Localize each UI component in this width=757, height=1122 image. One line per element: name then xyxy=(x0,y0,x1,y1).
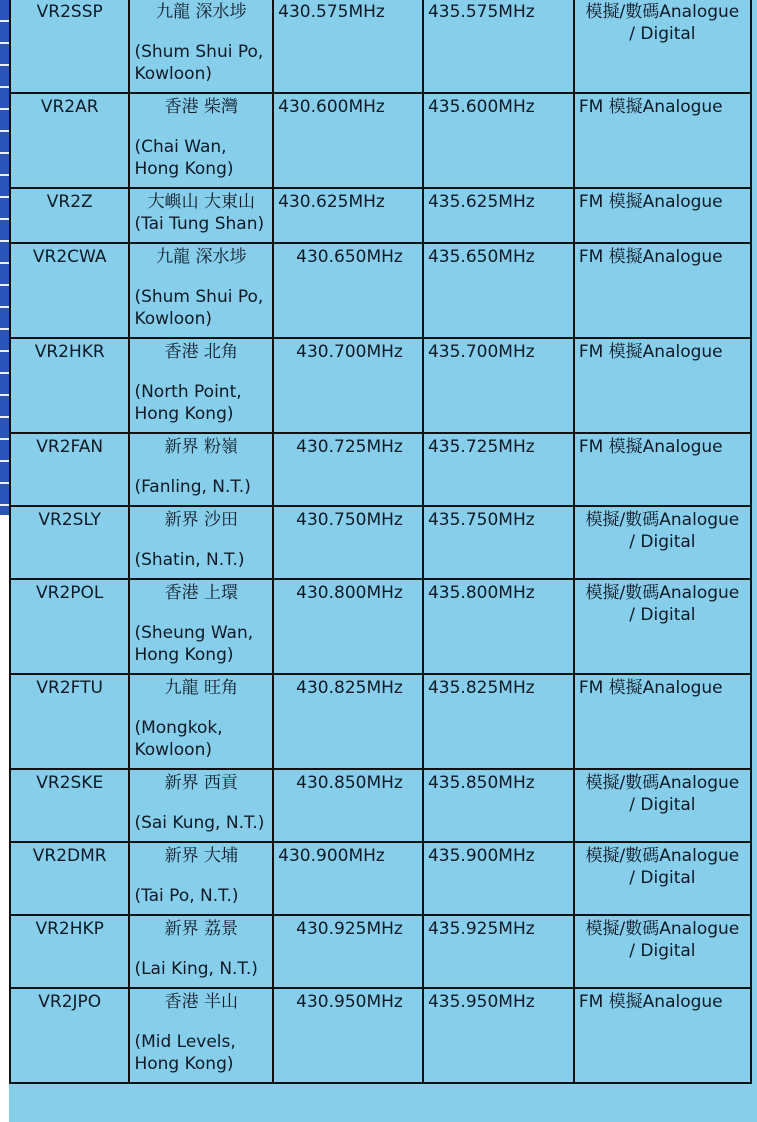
location-cell xyxy=(129,338,273,433)
location-english: (Sheung Wan, Hong Kong) xyxy=(134,623,254,665)
input-frequency-cell: 435.750MHz xyxy=(423,506,574,579)
location-cell xyxy=(129,842,273,915)
output-frequency-cell: 430.650MHz xyxy=(273,243,423,338)
output-frequency-cell: 430.825MHz xyxy=(273,674,423,769)
callsign-cell: VR2FTU xyxy=(10,674,129,769)
table-row xyxy=(10,915,751,988)
location-cell xyxy=(129,93,273,188)
location-chinese: 香港 上環 xyxy=(164,583,238,603)
location-cell xyxy=(129,915,273,988)
input-frequency-cell: 435.650MHz xyxy=(423,243,574,338)
output-frequency-cell: 430.850MHz xyxy=(273,769,423,842)
callsign-cell: VR2FAN xyxy=(10,433,129,506)
location-english: (Tai Po, N.T.) xyxy=(134,886,239,906)
callsign-cell: VR2DMR xyxy=(10,842,129,915)
output-frequency-cell: 430.950MHz xyxy=(273,988,423,1083)
table-row xyxy=(10,674,751,769)
repeater-panel xyxy=(9,0,757,1122)
location-english: (Mid Levels, Hong Kong) xyxy=(134,1032,236,1074)
location-english: (Tai Tung Shan) xyxy=(134,214,265,234)
location-english: (Chai Wan, Hong Kong) xyxy=(134,137,234,179)
location-english: (Fanling, N.T.) xyxy=(134,477,251,497)
callsign-cell: VR2Z xyxy=(10,188,129,243)
output-frequency-cell: 430.725MHz xyxy=(273,433,423,506)
location-chinese: 新界 沙田 xyxy=(164,510,238,530)
mode-cell: FM 模擬Analogue xyxy=(574,674,751,769)
location-english: (Mongkok, Kowloon) xyxy=(134,718,223,760)
repeater-table xyxy=(9,0,752,1084)
mode-cell: FM 模擬Analogue xyxy=(574,93,751,188)
table-row xyxy=(10,988,751,1083)
location-chinese: 新界 大埔 xyxy=(164,846,238,866)
input-frequency-cell: 435.825MHz xyxy=(423,674,574,769)
table-row xyxy=(10,842,751,915)
mode-cell: FM 模擬Analogue xyxy=(574,188,751,243)
output-frequency-cell: 430.800MHz xyxy=(273,579,423,674)
callsign-cell: VR2AR xyxy=(10,93,129,188)
location-cell xyxy=(129,674,273,769)
location-cell xyxy=(129,433,273,506)
input-frequency-cell: 435.925MHz xyxy=(423,915,574,988)
table-row xyxy=(10,579,751,674)
location-english: (Shum Shui Po, Kowloon) xyxy=(134,287,264,329)
input-frequency-cell: 435.850MHz xyxy=(423,769,574,842)
input-frequency-cell: 435.950MHz xyxy=(423,988,574,1083)
left-nav-strip xyxy=(0,0,9,515)
mode-cell: FM 模擬Analogue xyxy=(574,243,751,338)
callsign-cell: VR2HKR xyxy=(10,338,129,433)
location-cell xyxy=(129,988,273,1083)
location-chinese: 九龍 深水埗 xyxy=(156,2,247,22)
location-chinese: 新界 粉嶺 xyxy=(164,437,238,457)
location-chinese: 新界 西貢 xyxy=(164,773,238,793)
callsign-cell: VR2POL xyxy=(10,579,129,674)
location-english: (Shatin, N.T.) xyxy=(134,550,245,570)
location-cell xyxy=(129,188,273,243)
location-cell xyxy=(129,506,273,579)
output-frequency-cell: 430.900MHz xyxy=(273,842,423,915)
mode-cell: 模擬/數碼Analogue / Digital xyxy=(574,915,751,988)
location-chinese: 香港 柴灣 xyxy=(164,97,238,117)
callsign-cell: VR2CWA xyxy=(10,243,129,338)
input-frequency-cell: 435.600MHz xyxy=(423,93,574,188)
output-frequency-cell: 430.750MHz xyxy=(273,506,423,579)
mode-cell: 模擬/數碼Analogue / Digital xyxy=(574,0,751,93)
location-chinese: 香港 北角 xyxy=(164,342,238,362)
input-frequency-cell: 435.700MHz xyxy=(423,338,574,433)
table-row xyxy=(10,769,751,842)
location-cell xyxy=(129,243,273,338)
mode-cell: 模擬/數碼Analogue / Digital xyxy=(574,842,751,915)
table-row xyxy=(10,506,751,579)
input-frequency-cell: 435.625MHz xyxy=(423,188,574,243)
callsign-cell: VR2SSP xyxy=(10,0,129,93)
table-row xyxy=(10,188,751,243)
table-row xyxy=(10,338,751,433)
mode-cell: 模擬/數碼Analogue / Digital xyxy=(574,579,751,674)
location-english: (Sai Kung, N.T.) xyxy=(134,813,265,833)
location-english: (Lai King, N.T.) xyxy=(134,959,258,979)
callsign-cell: VR2HKP xyxy=(10,915,129,988)
location-english: (Shum Shui Po, Kowloon) xyxy=(134,42,264,84)
callsign-cell: VR2SLY xyxy=(10,506,129,579)
location-chinese: 九龍 深水埗 xyxy=(156,247,247,267)
table-row xyxy=(10,243,751,338)
table-row xyxy=(10,0,751,93)
location-cell xyxy=(129,769,273,842)
location-chinese: 香港 半山 xyxy=(164,992,238,1012)
location-chinese: 九龍 旺角 xyxy=(164,678,238,698)
mode-cell: FM 模擬Analogue xyxy=(574,433,751,506)
input-frequency-cell: 435.900MHz xyxy=(423,842,574,915)
mode-cell: FM 模擬Analogue xyxy=(574,338,751,433)
location-english: (North Point, Hong Kong) xyxy=(134,382,242,424)
input-frequency-cell: 435.725MHz xyxy=(423,433,574,506)
callsign-cell: VR2SKE xyxy=(10,769,129,842)
location-cell xyxy=(129,579,273,674)
table-row xyxy=(10,433,751,506)
mode-cell: FM 模擬Analogue xyxy=(574,988,751,1083)
table-row xyxy=(10,93,751,188)
output-frequency-cell: 430.575MHz xyxy=(273,0,423,93)
callsign-cell: VR2JPO xyxy=(10,988,129,1083)
output-frequency-cell: 430.925MHz xyxy=(273,915,423,988)
input-frequency-cell: 435.800MHz xyxy=(423,579,574,674)
mode-cell: 模擬/數碼Analogue / Digital xyxy=(574,769,751,842)
output-frequency-cell: 430.600MHz xyxy=(273,93,423,188)
input-frequency-cell: 435.575MHz xyxy=(423,0,574,93)
location-chinese: 新界 荔景 xyxy=(164,919,238,939)
mode-cell: 模擬/數碼Analogue / Digital xyxy=(574,506,751,579)
location-cell xyxy=(129,0,273,93)
output-frequency-cell: 430.700MHz xyxy=(273,338,423,433)
output-frequency-cell: 430.625MHz xyxy=(273,188,423,243)
location-chinese: 大嶼山 大東山 xyxy=(147,192,255,212)
